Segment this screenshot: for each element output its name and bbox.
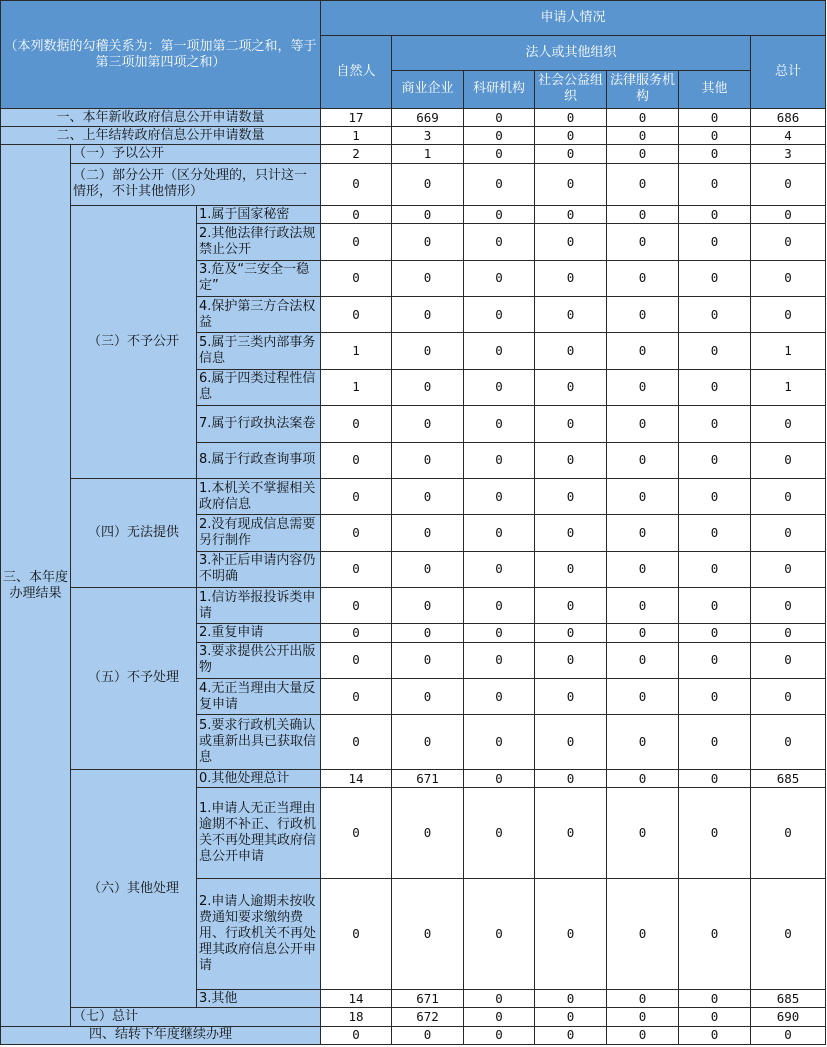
value-cell: 0 [535,163,607,205]
value-cell: 0 [607,678,679,714]
sub-item-label: 1.申请人无正当理由逾期不补正、行政机关不再处理其政府信息公开申请 [197,788,321,879]
sub-item-label: 8.属于行政查询事项 [197,442,321,478]
value-cell: 0 [607,127,679,145]
header-social: 社会公益组织 [535,70,607,108]
value-cell: 0 [392,551,464,587]
table-row [1,145,826,163]
value-cell: 0 [464,163,535,205]
value-cell: 0 [607,769,679,787]
value-cell: 18 [321,1008,392,1026]
value-cell: 0 [464,109,535,127]
value-cell: 0 [464,333,535,369]
header-other: 其他 [679,70,751,108]
value-cell: 0 [607,642,679,678]
value-cell: 0 [535,588,607,624]
table-row [1,109,826,127]
value-cell: 14 [321,990,392,1008]
value-cell: 0 [464,990,535,1008]
group-label-g6: （六）其他处理 [71,769,197,1007]
value-cell: 0 [321,715,392,770]
value-cell: 0 [679,145,751,163]
value-cell: 0 [464,624,535,642]
value-cell: 0 [607,478,679,514]
value-cell: 0 [679,406,751,442]
value-cell: 0 [679,990,751,1008]
sub-item-label: 2.申请人逾期未按收费通知要求缴纳费用、行政机关不再处理其政府信息公开申请 [197,879,321,990]
value-cell: 0 [679,206,751,224]
value-cell: 0 [607,260,679,296]
value-cell: 0 [392,369,464,405]
value-cell: 0 [607,333,679,369]
sub-item-label: 2.其他法律行政法规禁止公开 [197,224,321,260]
value-cell: 0 [607,879,679,990]
value-cell: 0 [535,788,607,879]
value-cell: 0 [607,206,679,224]
value-cell: 0 [679,478,751,514]
section3-label: 三、本年度办理结果 [1,145,71,1026]
value-cell: 0 [464,1026,535,1044]
value-cell: 0 [679,442,751,478]
value-cell: 0 [607,1026,679,1044]
value-cell: 0 [535,297,607,333]
value-cell: 1 [321,127,392,145]
value-cell: 0 [392,442,464,478]
table-row [1,1008,826,1026]
value-cell: 0 [607,588,679,624]
value-cell: 0 [679,588,751,624]
value-cell: 0 [751,163,826,205]
value-cell: 0 [679,127,751,145]
row-label-section4: 四、结转下年度继续办理 [1,1026,321,1044]
value-cell: 0 [535,515,607,551]
sub-item-label: 4.无正当理由大量反复申请 [197,678,321,714]
value-cell: 0 [535,1026,607,1044]
value-cell: 0 [321,515,392,551]
value-cell: 0 [679,369,751,405]
value-cell: 0 [464,879,535,990]
value-cell: 0 [679,297,751,333]
value-cell: 0 [392,163,464,205]
value-cell: 0 [535,145,607,163]
value-cell: 0 [607,109,679,127]
value-cell: 0 [607,990,679,1008]
group-label-g4: （四）无法提供 [71,478,197,587]
value-cell: 0 [392,715,464,770]
table-row [1,769,826,787]
value-cell: 0 [535,224,607,260]
value-cell: 0 [392,224,464,260]
value-cell: 0 [679,260,751,296]
value-cell: 0 [607,442,679,478]
value-cell: 0 [679,788,751,879]
group-label-g3: （三）不予公开 [71,206,197,479]
row-label-section1: 一、本年新收政府信息公开申请数量 [1,109,321,127]
sub-item-label: 6.属于四类过程性信息 [197,369,321,405]
value-cell: 0 [464,206,535,224]
value-cell: 0 [321,678,392,714]
sub-item-label: 4.保护第三方合法权益 [197,297,321,333]
sub-item-label: 7.属于行政执法案卷 [197,406,321,442]
value-cell: 0 [392,678,464,714]
value-cell: 0 [321,551,392,587]
value-cell: 0 [607,788,679,879]
value-cell: 0 [464,224,535,260]
value-cell: 671 [392,990,464,1008]
value-cell: 0 [464,715,535,770]
group-label-g7: （七）总计 [71,1008,321,1026]
value-cell: 0 [607,406,679,442]
sub-item-label: 3.危及“三安全一稳定” [197,260,321,296]
value-cell: 0 [751,206,826,224]
value-cell: 0 [535,109,607,127]
value-cell: 0 [535,990,607,1008]
value-cell: 3 [392,127,464,145]
header-research: 科研机构 [464,70,535,108]
value-cell: 1 [751,333,826,369]
value-cell: 0 [751,442,826,478]
value-cell: 0 [751,224,826,260]
value-cell: 0 [464,588,535,624]
sub-item-label: 2.重复申请 [197,624,321,642]
value-cell: 0 [607,1008,679,1026]
value-cell: 0 [679,879,751,990]
value-cell: 0 [751,478,826,514]
value-cell: 0 [535,333,607,369]
value-cell: 0 [321,478,392,514]
value-cell: 0 [679,642,751,678]
header-commercial: 商业企业 [392,70,464,108]
value-cell: 0 [679,1008,751,1026]
value-cell: 0 [321,624,392,642]
value-cell: 0 [751,715,826,770]
value-cell: 0 [607,145,679,163]
header-law: 法律服务机构 [607,70,679,108]
value-cell: 0 [535,127,607,145]
value-cell: 672 [392,1008,464,1026]
value-cell: 0 [679,769,751,787]
value-cell: 690 [751,1008,826,1026]
value-cell: 0 [679,515,751,551]
value-cell: 0 [464,642,535,678]
value-cell: 0 [464,551,535,587]
value-cell: 685 [751,990,826,1008]
value-cell: 0 [679,109,751,127]
value-cell: 0 [392,206,464,224]
header-natural: 自然人 [321,36,392,109]
group-label-g1: （一）予以公开 [71,145,321,163]
value-cell: 1 [751,369,826,405]
value-cell: 0 [464,369,535,405]
sub-item-label: 1.本机关不掌握相关政府信息 [197,478,321,514]
header-applicant: 申请人情况 [321,1,826,36]
sub-item-label: 3.其他 [197,990,321,1008]
value-cell: 0 [679,715,751,770]
value-cell: 0 [751,260,826,296]
value-cell: 0 [321,260,392,296]
sub-item-label: 1.属于国家秘密 [197,206,321,224]
value-cell: 0 [464,515,535,551]
value-cell: 0 [535,1008,607,1026]
value-cell: 0 [321,206,392,224]
value-cell: 0 [321,879,392,990]
value-cell: 685 [751,769,826,787]
value-cell: 0 [392,515,464,551]
value-cell: 0 [464,260,535,296]
group-label-g5: （五）不予处理 [71,588,197,770]
value-cell: 0 [751,879,826,990]
value-cell: 0 [464,1008,535,1026]
value-cell: 0 [464,406,535,442]
value-cell: 0 [321,224,392,260]
sub-item-label: 2.没有现成信息需要另行制作 [197,515,321,551]
sub-item-label: 5.要求行政机关确认或重新出具已获取信息 [197,715,321,770]
value-cell: 0 [607,224,679,260]
table-row [1,1026,826,1044]
value-cell: 0 [392,588,464,624]
header-total: 总计 [751,36,826,109]
value-cell: 0 [464,145,535,163]
value-cell: 0 [321,297,392,333]
value-cell: 0 [321,406,392,442]
group-label-g2: （二）部分公开（区分处理的，只计这一情形，不计其他情形） [71,163,321,205]
value-cell: 0 [535,769,607,787]
value-cell: 0 [464,788,535,879]
value-cell: 0 [321,588,392,624]
value-cell: 0 [392,260,464,296]
header-legal: 法人或其他组织 [392,36,751,70]
table-row [1,163,826,205]
value-cell: 0 [751,588,826,624]
value-cell: 2 [321,145,392,163]
value-cell: 0 [751,788,826,879]
value-cell: 0 [751,297,826,333]
value-cell: 0 [464,297,535,333]
value-cell: 0 [464,478,535,514]
value-cell: 0 [607,624,679,642]
value-cell: 0 [751,515,826,551]
value-cell: 0 [535,206,607,224]
value-cell: 669 [392,109,464,127]
table-row [1,127,826,145]
value-cell: 0 [392,879,464,990]
value-cell: 0 [751,551,826,587]
value-cell: 0 [535,879,607,990]
value-cell: 0 [321,163,392,205]
sub-item-label: 3.要求提供公开出版物 [197,642,321,678]
value-cell: 1 [321,333,392,369]
value-cell: 3 [751,145,826,163]
value-cell: 686 [751,109,826,127]
value-cell: 0 [392,642,464,678]
value-cell: 0 [535,369,607,405]
value-cell: 0 [392,624,464,642]
value-cell: 0 [535,642,607,678]
value-cell: 4 [751,127,826,145]
value-cell: 0 [679,163,751,205]
value-cell: 0 [321,788,392,879]
value-cell: 14 [321,769,392,787]
note-cell: （本列数据的勾稽关系为：第一项加第二项之和，等于第三项加第四项之和） [1,1,321,109]
value-cell: 1 [392,145,464,163]
value-cell: 0 [535,678,607,714]
value-cell: 0 [464,678,535,714]
table-row [1,478,826,514]
value-cell: 1 [321,369,392,405]
row-label-section2: 二、上年结转政府信息公开申请数量 [1,127,321,145]
value-cell: 0 [679,624,751,642]
sub-item-label: 0.其他处理总计 [197,769,321,787]
value-cell: 0 [607,551,679,587]
sub-item-label: 1.信访举报投诉类申请 [197,588,321,624]
value-cell: 0 [535,624,607,642]
value-cell: 0 [392,788,464,879]
value-cell: 0 [607,715,679,770]
value-cell: 0 [392,478,464,514]
value-cell: 0 [464,769,535,787]
value-cell: 0 [535,442,607,478]
value-cell: 0 [679,333,751,369]
value-cell: 0 [535,260,607,296]
value-cell: 0 [392,333,464,369]
value-cell: 0 [751,1026,826,1044]
value-cell: 0 [464,127,535,145]
value-cell: 671 [392,769,464,787]
value-cell: 0 [607,297,679,333]
sub-item-label: 3.补正后申请内容仍不明确 [197,551,321,587]
value-cell: 0 [751,406,826,442]
value-cell: 0 [321,642,392,678]
value-cell: 0 [535,478,607,514]
value-cell: 0 [535,551,607,587]
value-cell: 0 [321,442,392,478]
value-cell: 0 [535,406,607,442]
value-cell: 0 [679,1026,751,1044]
value-cell: 0 [751,678,826,714]
value-cell: 0 [464,442,535,478]
value-cell: 0 [607,163,679,205]
value-cell: 0 [607,369,679,405]
table-row [1,588,826,624]
value-cell: 0 [679,224,751,260]
value-cell: 0 [607,515,679,551]
value-cell: 0 [679,678,751,714]
table-row [1,206,826,224]
value-cell: 0 [751,624,826,642]
value-cell: 0 [321,1026,392,1044]
value-cell: 0 [679,551,751,587]
value-cell: 0 [535,715,607,770]
sub-item-label: 5.属于三类内部事务信息 [197,333,321,369]
value-cell: 0 [392,1026,464,1044]
value-cell: 0 [392,297,464,333]
value-cell: 0 [751,642,826,678]
value-cell: 0 [392,406,464,442]
value-cell: 17 [321,109,392,127]
